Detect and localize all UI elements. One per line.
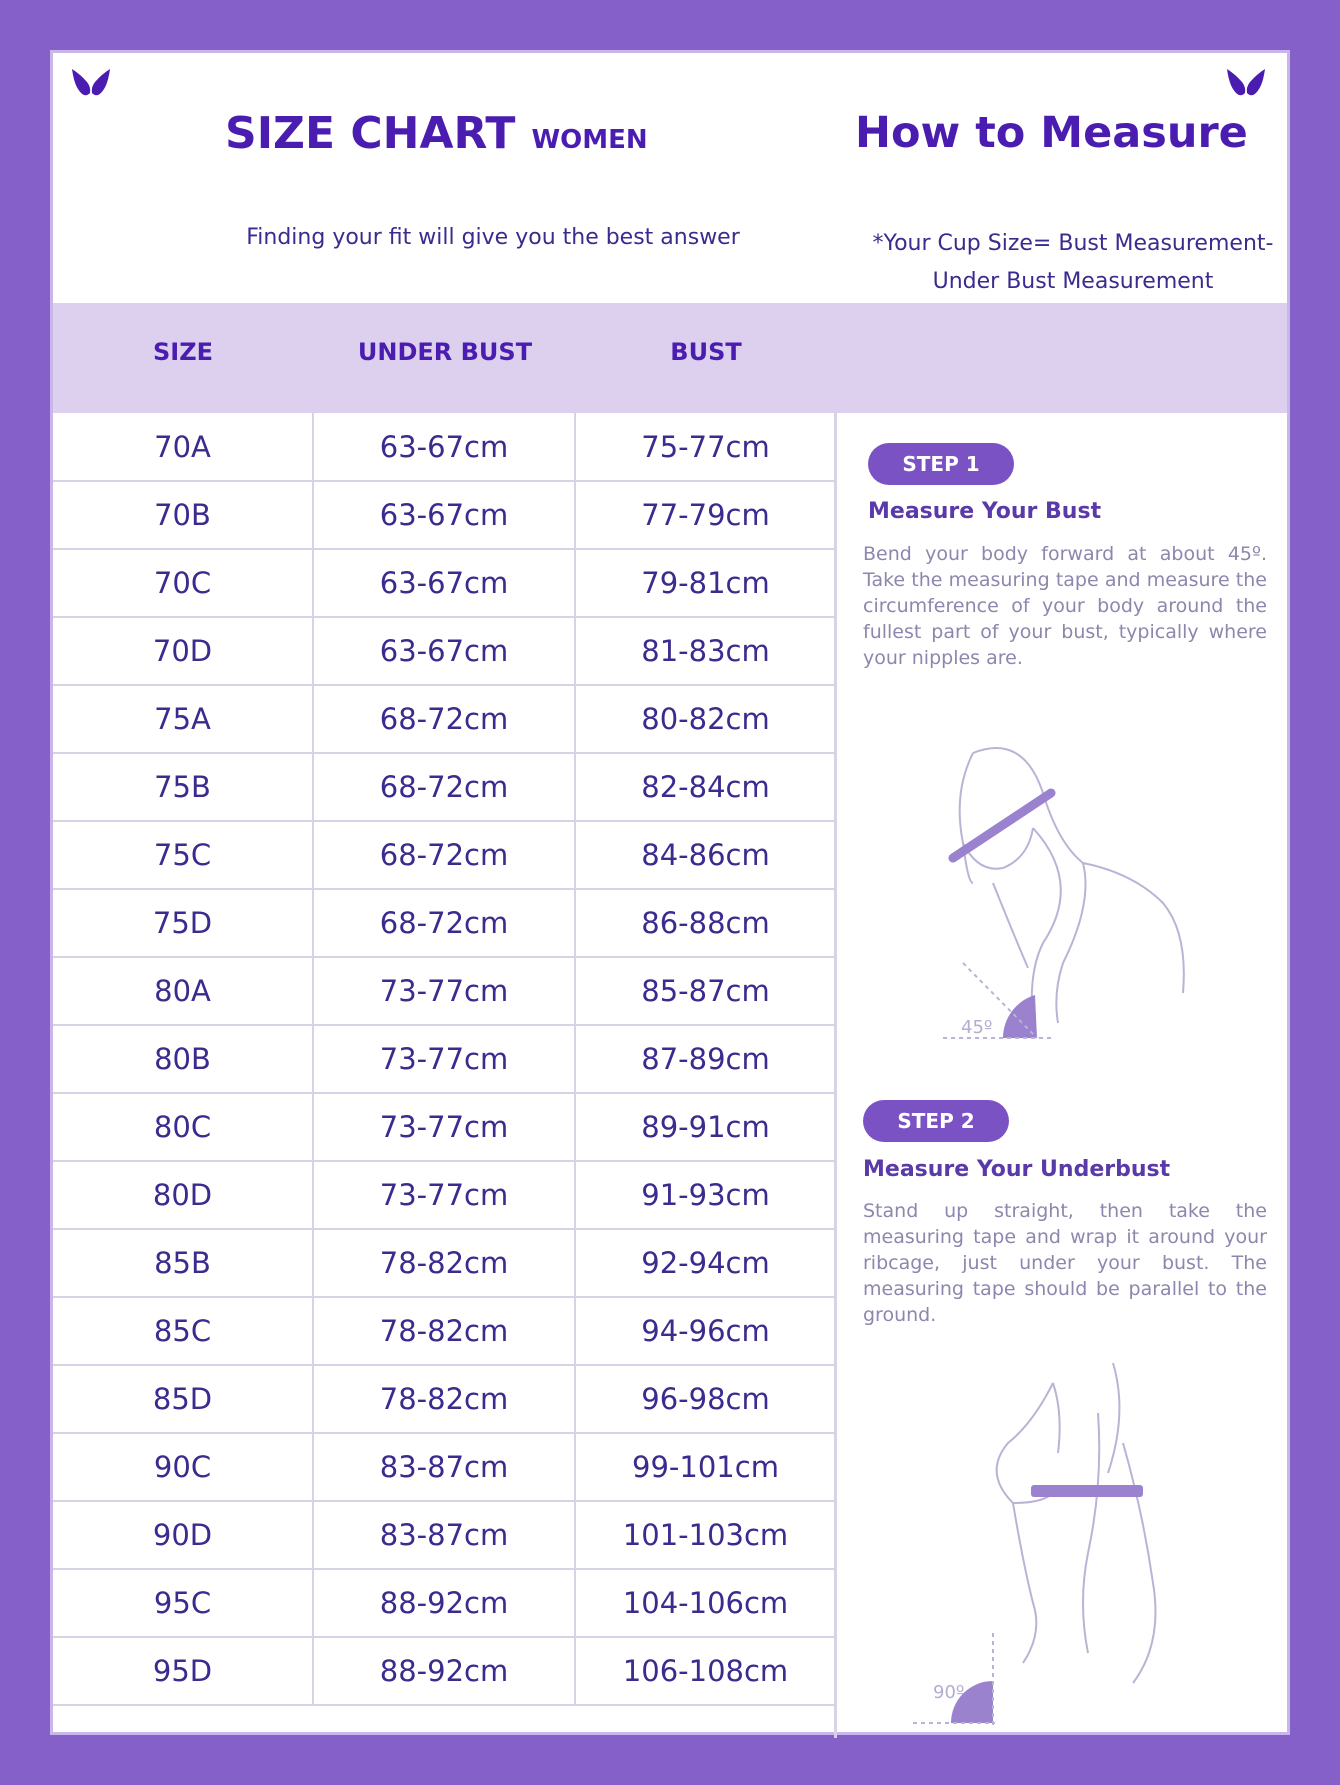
bust-cell: 101-103cm (575, 1501, 836, 1569)
size-chart-card (50, 50, 1290, 1735)
bust-cell: 89-91cm (575, 1093, 836, 1161)
size-cell: 90D (53, 1501, 313, 1569)
table-row (53, 957, 836, 1025)
size-cell: 70B (53, 481, 313, 549)
under-bust-cell: 63-67cm (313, 617, 575, 685)
page-title (225, 108, 648, 159)
table-row (53, 1297, 836, 1365)
step-2-heading: Measure Your Underbust (863, 1157, 1171, 1182)
table-row (53, 617, 836, 685)
table-row (53, 1433, 836, 1501)
bust-cell: 104-106cm (575, 1569, 836, 1637)
size-cell: 80C (53, 1093, 313, 1161)
step-1-text: Bend your body forward at about 45º. Take the measuring tape and measure the circumference of your body around the fullest part of your bust, typically where your nipples are. (863, 543, 1267, 669)
size-cell: 80B (53, 1025, 313, 1093)
step-2-text: Stand up straight, then take the measuring tape and wrap it around your ribcage, just under your bust. The measuring tape should be parallel to the ground. (863, 1200, 1267, 1326)
table-row (53, 549, 836, 617)
step-1-angle-label: 45º (961, 1017, 993, 1038)
table-row (53, 1365, 836, 1433)
under-bust-cell: 68-72cm (313, 753, 575, 821)
under-bust-cell: 83-87cm (313, 1433, 575, 1501)
under-bust-cell: 63-67cm (313, 481, 575, 549)
size-cell: 95D (53, 1637, 313, 1705)
subtitle: Finding your fit will give you the best answer (246, 225, 740, 250)
panel-divider (834, 413, 837, 1738)
bust-cell: 85-87cm (575, 957, 836, 1025)
under-bust-cell: 63-67cm (313, 549, 575, 617)
bust-cell: 80-82cm (575, 685, 836, 753)
step-2-badge: STEP 2 (863, 1100, 1009, 1142)
under-bust-cell: 78-82cm (313, 1229, 575, 1297)
table-row (53, 1637, 836, 1705)
size-cell: 95C (53, 1569, 313, 1637)
size-cell: 85B (53, 1229, 313, 1297)
under-bust-cell: 88-92cm (313, 1569, 575, 1637)
column-header-size: SIZE (152, 338, 213, 366)
table-row (53, 1025, 836, 1093)
size-cell: 90C (53, 1433, 313, 1501)
bust-cell: 79-81cm (575, 549, 836, 617)
bust-cell: 92-94cm (575, 1229, 836, 1297)
size-cell: 75C (53, 821, 313, 889)
size-cell: 80A (53, 957, 313, 1025)
under-bust-cell: 88-92cm (313, 1637, 575, 1705)
table-row (53, 1501, 836, 1569)
table-row (53, 1161, 836, 1229)
size-cell: 75D (53, 889, 313, 957)
size-cell: 70C (53, 549, 313, 617)
size-cell: 80D (53, 1161, 313, 1229)
bust-cell: 91-93cm (575, 1161, 836, 1229)
bust-cell: 75-77cm (575, 413, 836, 481)
under-bust-cell: 73-77cm (313, 1161, 575, 1229)
under-bust-cell: 83-87cm (313, 1501, 575, 1569)
bust-cell: 81-83cm (575, 617, 836, 685)
how-to-measure-title: How to Measure (855, 108, 1248, 158)
under-bust-cell: 78-82cm (313, 1365, 575, 1433)
step-2-angle-label: 90º (933, 1682, 965, 1703)
step-1-badge: STEP 1 (868, 443, 1014, 485)
size-table-body (53, 413, 836, 1705)
bust-cell: 86-88cm (575, 889, 836, 957)
title-text: SIZE CHART (225, 108, 516, 159)
bust-cell: 96-98cm (575, 1365, 836, 1433)
under-bust-cell: 73-77cm (313, 1025, 575, 1093)
step-1-heading: Measure Your Bust (868, 499, 1102, 524)
bust-cell: 106-108cm (575, 1637, 836, 1705)
column-header-under-bust: UNDER BUST (357, 338, 533, 366)
underbust-measure-illustration (913, 1353, 1253, 1733)
under-bust-cell: 68-72cm (313, 889, 575, 957)
table-row (53, 1229, 836, 1297)
table-row (53, 1569, 836, 1637)
cup-size-formula (853, 225, 1293, 301)
under-bust-cell: 73-77cm (313, 1093, 575, 1161)
bra-logo-icon (1223, 65, 1269, 103)
formula-line-2: Under Bust Measurement (932, 269, 1214, 294)
bra-logo-icon (68, 65, 114, 103)
under-bust-cell: 68-72cm (313, 821, 575, 889)
size-cell: 85D (53, 1365, 313, 1433)
bust-cell: 94-96cm (575, 1297, 836, 1365)
table-row (53, 685, 836, 753)
size-cell: 75B (53, 753, 313, 821)
column-header-bust: BUST (670, 338, 742, 366)
bust-cell: 82-84cm (575, 753, 836, 821)
under-bust-cell: 68-72cm (313, 685, 575, 753)
bust-cell: 77-79cm (575, 481, 836, 549)
table-row (53, 889, 836, 957)
size-cell: 85C (53, 1297, 313, 1365)
title-suffix: WOMEN (531, 125, 648, 155)
under-bust-cell: 73-77cm (313, 957, 575, 1025)
size-table (53, 413, 837, 1706)
bust-cell: 84-86cm (575, 821, 836, 889)
table-row (53, 753, 836, 821)
table-row (53, 481, 836, 549)
size-cell: 75A (53, 685, 313, 753)
table-row (53, 1093, 836, 1161)
table-row (53, 821, 836, 889)
formula-line-1: *Your Cup Size= Bust Measurement- (872, 231, 1274, 256)
table-row (53, 413, 836, 481)
bust-cell: 99-101cm (575, 1433, 836, 1501)
size-cell: 70A (53, 413, 313, 481)
size-cell: 70D (53, 617, 313, 685)
bust-cell: 87-89cm (575, 1025, 836, 1093)
under-bust-cell: 78-82cm (313, 1297, 575, 1365)
under-bust-cell: 63-67cm (313, 413, 575, 481)
bust-measure-illustration (933, 733, 1263, 1093)
